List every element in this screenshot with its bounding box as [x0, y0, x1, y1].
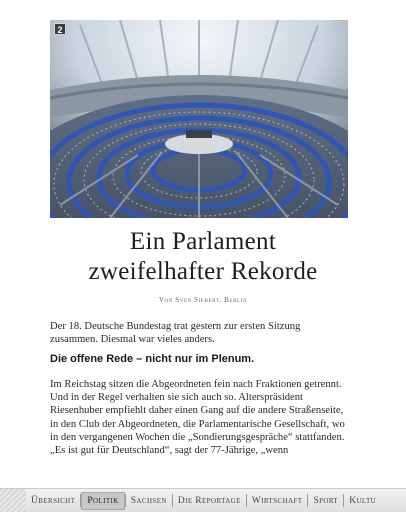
nav-item-sachsen[interactable]: Sachsen	[130, 495, 167, 506]
article-title-line2: zweifelhafter Rekorde	[88, 258, 318, 285]
nav-item-wirtschaft[interactable]: Wirtschaft	[251, 495, 303, 506]
nav-item-sport[interactable]: Sport	[313, 495, 339, 506]
article-body: Im Reichstag sitzen die Abgeordneten fein nach Fraktionen getrennt. Und in der Regel verhalten sie sich auch so. Alterspräsident Riesenhuber empfiehlt daher einen Gang auf die andere Straßenseite, in den Club der Abgeordneten, die Parlamentarische Gesellschaft, wo in den vergangenen Wochen die „Sondierungsgespräche“ stattfanden. „Es ist gut für Deutschland“, sagt der 77-Jährige, „wenn	[50, 379, 345, 457]
article-lead: Der 18. Deutsche Bundestag trat gestern zur ersten Sitzung zusammen. Diesmal war vieles anders.	[50, 321, 301, 345]
grip-icon[interactable]	[0, 489, 26, 512]
nav-item-politik[interactable]: Politik	[81, 492, 124, 510]
nav-item-kultur[interactable]: Kultu	[349, 495, 377, 506]
article-byline: Von Sven Siebert, Berlin	[158, 296, 248, 304]
plenary-hall-illustration	[50, 20, 348, 218]
article-title	[20, 227, 386, 287]
section-nav-bar	[0, 488, 406, 512]
plenary-hall-photo[interactable]	[50, 20, 348, 218]
nav-item-die-reportage[interactable]: Die Reportage	[177, 495, 241, 506]
nav-item-uebersicht[interactable]: Übersicht	[31, 495, 76, 506]
article-subhead: Die offene Rede – nicht nur im Plenum.	[50, 353, 255, 365]
gallery-index-badge: 2	[54, 23, 66, 35]
article-title-line1: Ein Parlament	[129, 228, 277, 255]
